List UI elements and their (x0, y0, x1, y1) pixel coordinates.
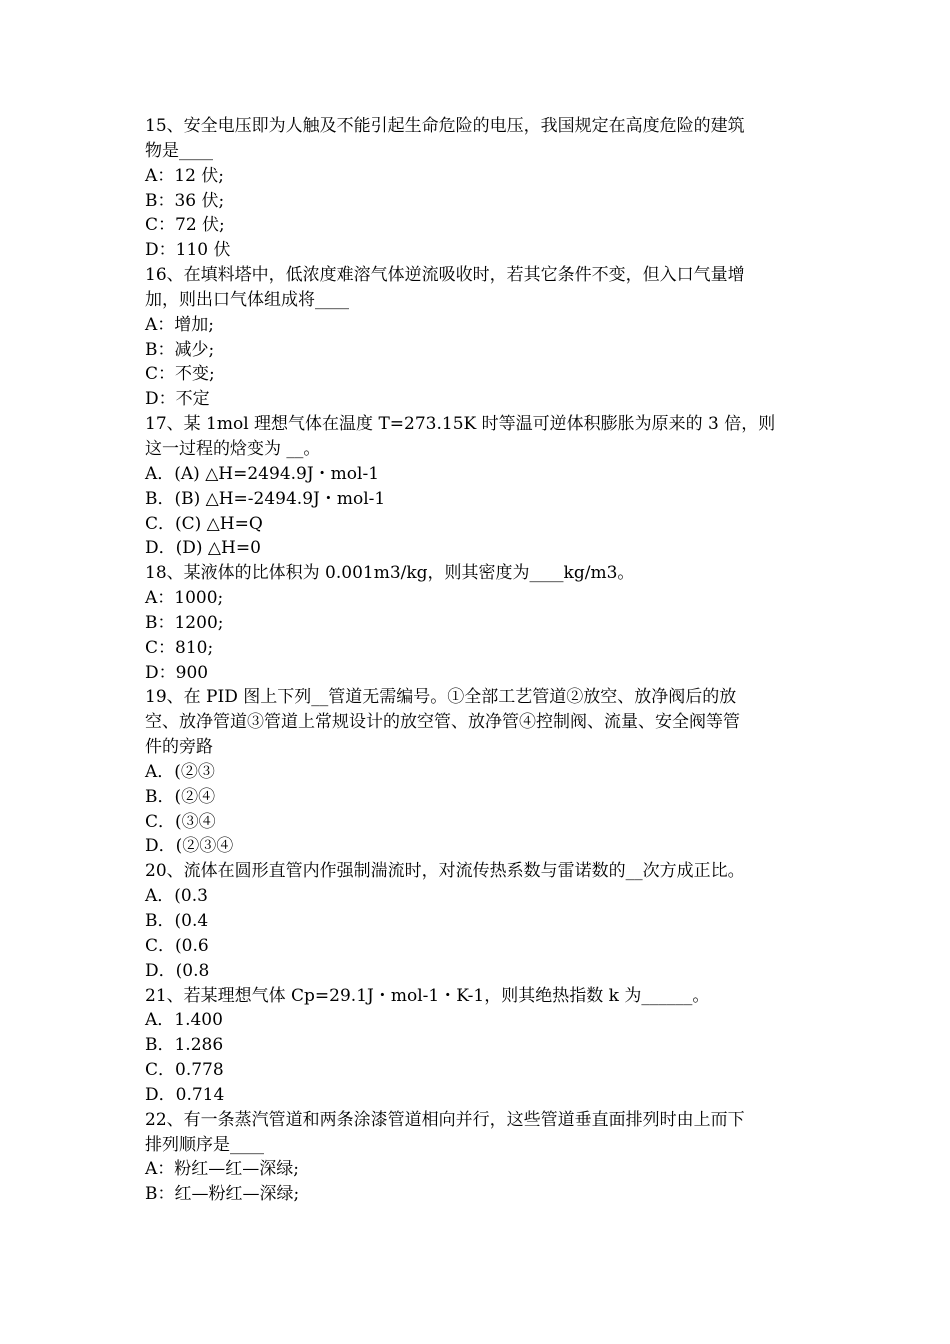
question-16 (145, 263, 810, 412)
question-stem: 物是____ (145, 140, 213, 161)
option-b: B：1200; (145, 612, 224, 633)
question-stem: 件的旁路 (145, 737, 213, 758)
option-c: C．(C) △H=Q (145, 513, 263, 534)
question-17 (145, 412, 810, 561)
option-d: D．(0.8 (145, 960, 210, 981)
question-stem: 17、某 1mol 理想气体在温度 T=273.15K 时等温可逆体积膨胀为原来的 3 倍，则 (145, 414, 776, 435)
question-stem: 21、若某理想气体 Cp=29.1J・mol-1・K-1，则其绝热指数 k 为______。 (145, 985, 710, 1006)
option-c: C：810; (145, 637, 214, 658)
question-stem: 20、流体在圆形直管内作强制湍流时，对流传热系数与雷诺数的__次方成正比。 (145, 861, 745, 882)
option-a: A．1.400 (145, 1010, 223, 1031)
option-a: A：12 伏; (145, 165, 225, 186)
option-a: A：1000; (145, 588, 224, 609)
option-c: C．0.778 (145, 1060, 224, 1081)
option-c: C．(0.6 (145, 935, 209, 956)
question-19 (145, 685, 810, 859)
option-c: C：不变; (145, 364, 215, 385)
option-b: B．1.286 (145, 1035, 224, 1056)
option-d: D．(D) △H=0 (145, 538, 261, 559)
question-stem: 22、有一条蒸汽管道和两条涂漆管道相向并行，这些管道垂直面排列时由上而下 (145, 1109, 745, 1130)
option-b: B：红—粉红—深绿; (145, 1184, 300, 1205)
question-stem: 19、在 PID 图上下列__管道无需编号。①全部工艺管道②放空、放净阀后的放 (145, 687, 737, 708)
question-22 (145, 1108, 810, 1207)
question-list (145, 114, 810, 1207)
option-d: D．(②③④ (145, 836, 234, 857)
option-a: A．(②③ (145, 761, 215, 782)
option-a: A：增加; (145, 314, 215, 335)
option-c: C：72 伏; (145, 215, 225, 236)
option-b: B．(B) △H=-2494.9J・mol-1 (145, 488, 386, 509)
option-b: B：36 伏; (145, 190, 225, 211)
option-b: B．(0.4 (145, 911, 209, 931)
question-15 (145, 114, 810, 263)
question-stem: 这一过程的焓变为 __。 (145, 438, 321, 459)
question-stem: 加，则出口气体组成将____ (145, 289, 349, 310)
question-stem: 16、在填料塔中，低浓度难溶气体逆流吸收时，若其它条件不变，但入口气量增 (145, 265, 745, 286)
question-stem: 排列顺序是____ (145, 1134, 264, 1155)
question-20 (145, 859, 810, 983)
question-stem: 18、某液体的比体积为 0.001m3/kg，则其密度为____kg/m3。 (145, 563, 635, 584)
option-c: C．(③④ (145, 811, 216, 832)
option-a: A．(A) △H=2494.9J・mol-1 (145, 463, 380, 484)
option-d: D：不定 (145, 389, 210, 410)
question-stem: 15、安全电压即为人触及不能引起生命危险的电压，我国规定在高度危险的建筑 (145, 116, 745, 136)
option-d: D：900 (145, 662, 209, 683)
option-a: A．(0.3 (145, 886, 208, 907)
option-b: B．(②④ (145, 786, 216, 807)
question-21 (145, 984, 810, 1108)
option-b: B：减少; (145, 339, 215, 360)
question-18 (145, 561, 810, 685)
option-a: A：粉红—红—深绿; (145, 1159, 300, 1180)
option-d: D．0.714 (145, 1084, 225, 1105)
question-stem: 空、放净管道③管道上常规设计的放空管、放净管④控制阀、流量、安全阀等管 (145, 712, 740, 733)
option-d: D：110 伏 (145, 240, 231, 261)
